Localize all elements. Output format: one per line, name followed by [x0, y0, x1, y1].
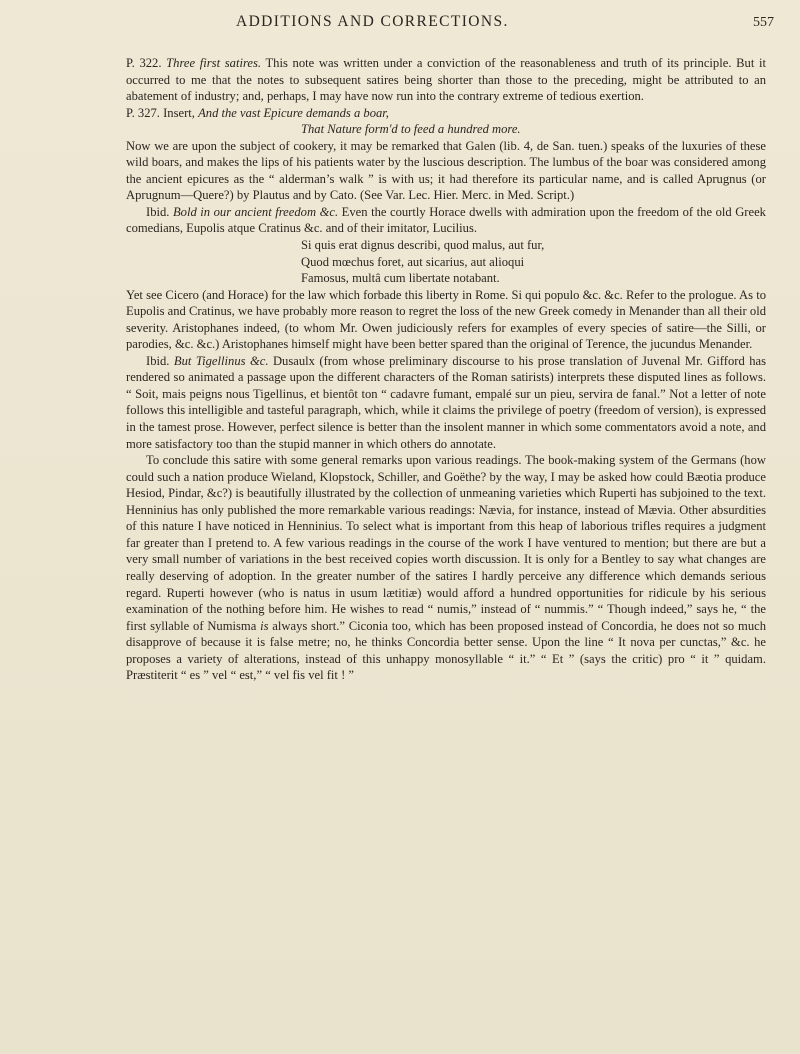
paragraph: [126, 105, 766, 122]
paragraph: [126, 138, 766, 204]
text-run: Quod mœchus foret, aut sicarius, aut alioqui: [301, 254, 525, 269]
paragraph: [126, 204, 766, 237]
text-run: To conclude this satire with some general remarks upon various readings. The book-making system of the Germans (how could such a nation produce Wieland, Klopstock, Schiller, and Goëthe? by the way, I may be asked how could Bæotia produce Hesiod, Pindar, &c?) is beautifully illustrated by the collection of unmeaning varieties which Ruperti has subjoined to the text. Henninius has only published the more remarkable various readings: Nævia, for instance, instead of Mævia. Other absurdities of this nature I have noticed in Henninius. To select what is important from this heap of laborious trifles requires a judgment far greater than I pretend to. A few various readings in the course of the work I have ventured to mention; but there are but a very small number of variations in the best received copies worth discussion. It is only for a Bentley to say what changes are really deserving of adoption. In the greater number of the satires I hardly perceive any difference which demands serious regard. Ruperti however (who is natus in usum lætitiæ) would afford a hundred opportunities for ridicule by his serious examination of the nothing before him. He wishes to read “ numis,” instead of “ nummis.” “ Though indeed,” says he, “ the first syllable of Numisma: [126, 453, 766, 633]
body-text: [126, 55, 766, 684]
text-run: This note was written under a conviction of the reasonableness and truth of its principle. But it occurred to me that the notes to subsequent satires being shorter than those to the preceding, might be attributed to an abatement of industry; and, perhaps, I may have now run into the contrary extreme of tedious exertion.: [126, 56, 767, 104]
page-number: 557: [753, 15, 774, 30]
text-run: always short.” Ciconia too, which has been proposed instead of Concordia, he does not so much disapprove of because it is false metre; no, he thinks Concordia better sense. Upon the line “ It nova per cunctas,” &c. he proposes a variety of alterations, instead of this unhappy monosyllable “ it.” “ Et ” (says the critic) pro “ it ” quidam. Præstiterit “ es ” vel “ est,” “ vel fis vel fit ! ”: [126, 618, 767, 683]
quote-line: [126, 237, 766, 254]
running-head: ADDITIONS AND CORRECTIONS.: [236, 13, 509, 30]
text-run: Si quis erat dignus describi, quod malus, aut fur,: [301, 238, 545, 253]
text-run: Yet see Cicero (and Horace) for the law which forbade this liberty in Rome. Si qui populo &c. &c. Refer to the prologue. As to Eupolis and Cratinus, we have probably more reason to regret the loss of the new Greek comedy in Menander than all their old severity. Aristophanes indeed, (to whom Mr. Owen judiciously refers for examples of every species of satire—the Silli, or parodies, &c. &c.) Aristophanes himself might have been better spared than the original of Terence, the jucundus Menander.: [126, 287, 766, 352]
text-run: Famosus, multâ cum libertate notabant.: [301, 271, 500, 286]
italic-text: But Tigellinus &c.: [173, 353, 269, 368]
italic-text: is: [260, 618, 269, 633]
paragraph: [126, 452, 766, 684]
text-run: Dusaulx (from whose preliminary discourse to his prose translation of Juvenal Mr. Gifford has rendered so animated a passage upon the different characters of the Roman satirists) interprets these disputed lines as follows. “ Soit, mais peigns nous Tigellinus, et bientôt ton “ cadavre fumant, empalé sur un pieu, servira de fanal.” Not a letter of note follows this intelligible and tasteful paragraph, which, while it claims the privilege of poetry (freedom of version), is expressed in the tamest prose. However, perfect silence is better than the insolent manner in which some commentators avoid a note, and more satisfactory too than the stupid manner in which others do annotate.: [126, 353, 766, 451]
text-run: Now we are upon the subject of cookery, it may be remarked that Galen (lib. 4, de San. tuen.) speaks of the luxuries of these wild boars, and makes the lips of his patients water by the luscious description. The lumbus of the boar was considered among the ancient epicures as the “ alderman’s walk ” is with us; it had therefore its particular name, and is called Aprugnus (or Aprugnum—Quere?) by Plautus and by Cato. (See Var. Lec. Hier. Merc. in Med. Script.): [126, 138, 766, 203]
italic-text: Bold in our ancient freedom &c.: [172, 204, 339, 219]
text-run: Ibid.: [146, 353, 174, 368]
quote-line: [126, 254, 766, 271]
paragraph: [126, 353, 766, 452]
quote-line: [126, 121, 766, 138]
italic-text: And the vast Epicure demands a boar,: [198, 105, 389, 120]
text-run: P. 322.: [126, 56, 167, 70]
paragraph: [126, 55, 766, 105]
text-run: Even the courtly Horace dwells with admiration upon the freedom of the old Greek comedians, Eupolis atque Cratinus &c. and of their imitator, Lucilius.: [126, 204, 766, 236]
italic-text: That Nature form'd to feed a hundred more.: [301, 122, 521, 137]
text-run: P. 327. Insert,: [126, 105, 199, 120]
italic-text: Three first satires.: [166, 56, 262, 70]
text-run: Ibid.: [146, 204, 173, 219]
quote-line: [126, 270, 766, 287]
page-header: [0, 13, 800, 35]
paragraph: [126, 287, 766, 353]
